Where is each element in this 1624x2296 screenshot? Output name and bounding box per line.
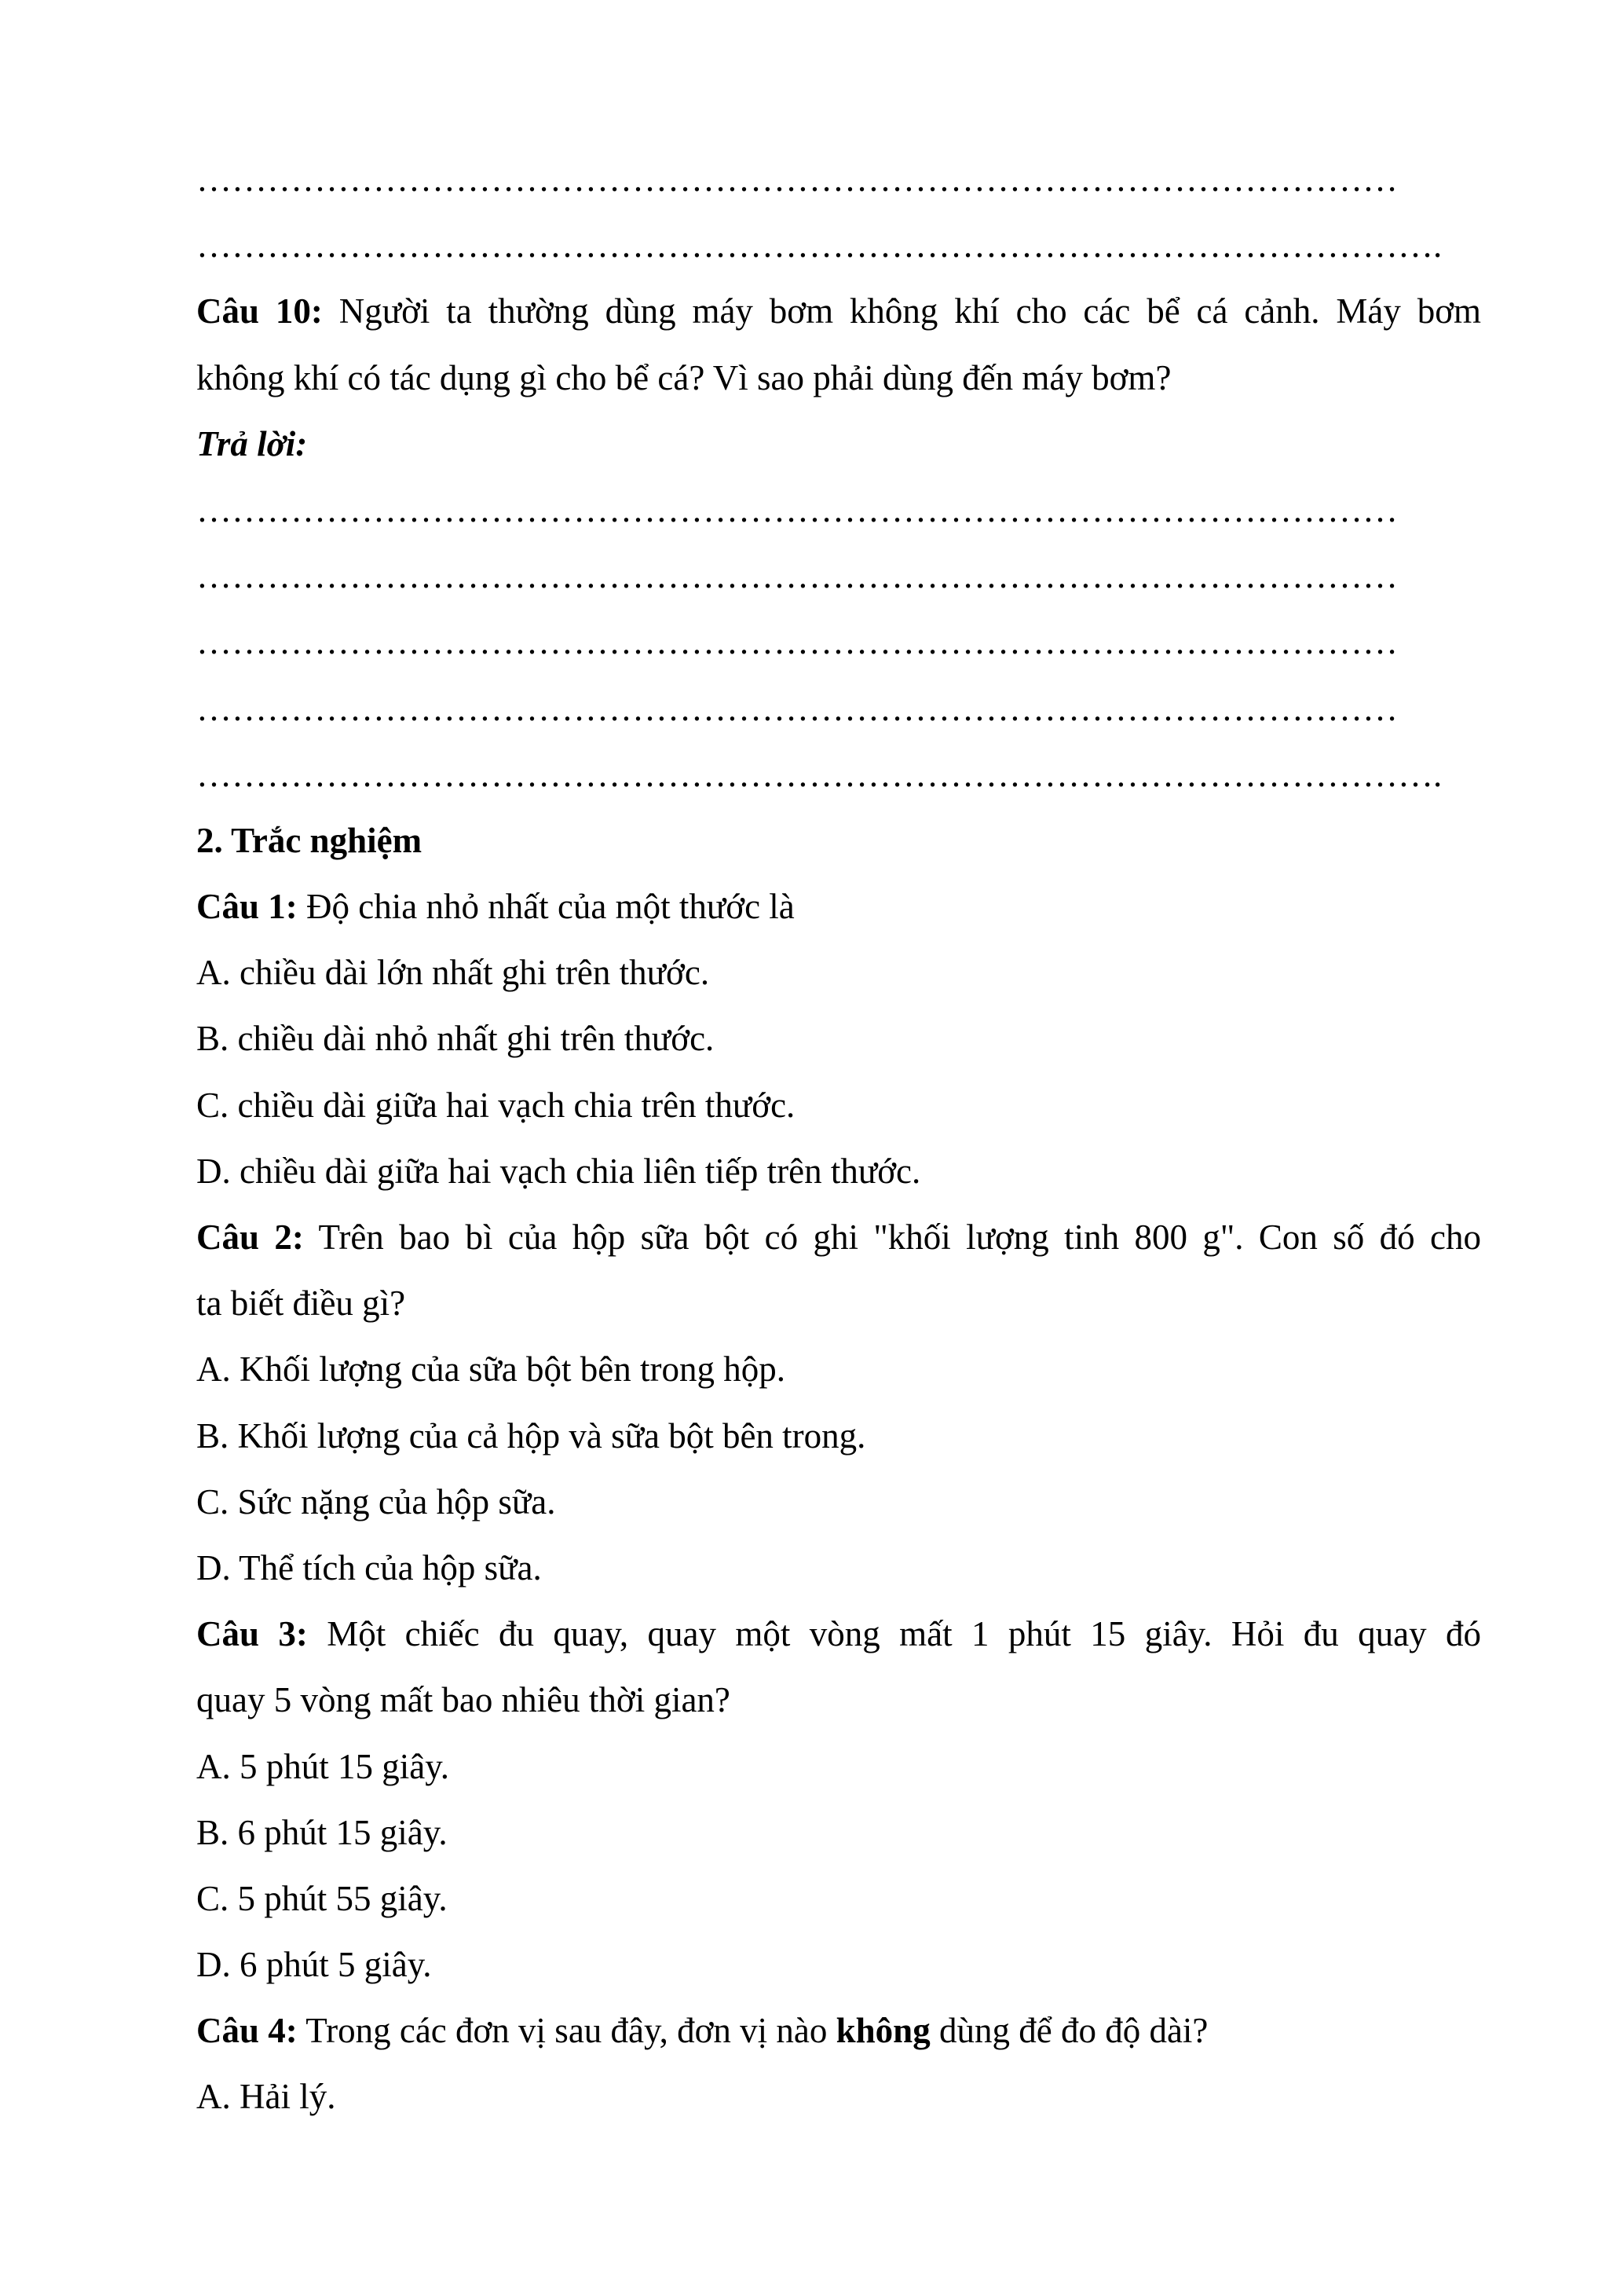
question-text: Độ chia nhỏ nhất của một thước là [297, 887, 795, 927]
option-a: A. chiều dài lớn nhất ghi trên thước. [196, 953, 710, 993]
section-title-text: 2. Trắc nghiệm [196, 820, 422, 860]
question-label: Câu 4: [196, 2011, 298, 2051]
option-c: C. Sức nặng của hộp sữa. [196, 1481, 556, 1522]
question-label: Câu 1: [196, 887, 298, 927]
question-text: Người ta thường dùng máy bơm không khí cho các bể cá cảnh. Máy bơm [322, 291, 1481, 331]
option-c: C. chiều dài giữa hai vạch chia trên thước. [196, 1085, 796, 1125]
answer-dots-line: ………………………………………………………………………………………… [196, 556, 1398, 596]
answer-dots-line: ………………………………………………………………………………………… [196, 159, 1398, 199]
option-b: B. 6 phút 15 giây. [196, 1812, 448, 1852]
question-1 [196, 873, 1481, 939]
question-label: Câu 2: [196, 1218, 304, 1257]
answer-dots-line: ……………………………………………………………………………………………. [196, 754, 1443, 794]
answer-label: Trả lời: [196, 423, 308, 463]
option-d: D. chiều dài giữa hai vạch chia liên tiếp trên thước. [196, 1151, 921, 1191]
option-d: D. Thể tích của hộp sữa. [196, 1547, 542, 1587]
answer-dots-line: ……………………………………………………………………………………………. [196, 225, 1443, 265]
question-10 [196, 278, 1481, 344]
question-2-cont: ta biết điều gì? [196, 1283, 406, 1324]
document-page [196, 146, 1481, 2130]
option-c: C. 5 phút 55 giây. [196, 1878, 448, 1918]
question-label: Câu 10: [196, 291, 323, 331]
answer-dots-line: ………………………………………………………………………………………… [196, 688, 1398, 728]
option-b: B. chiều dài nhỏ nhất ghi trên thước. [196, 1019, 715, 1059]
question-label: Câu 3: [196, 1614, 308, 1654]
question-2 [196, 1204, 1481, 1270]
question-text: Trên bao bì của hộp sữa bột có ghi "khối lượng tinh 800 g". Con số đó cho [303, 1218, 1481, 1257]
question-3 [196, 1601, 1481, 1667]
question-text: dùng để đo độ dài? [930, 2011, 1209, 2051]
option-a: A. 5 phút 15 giây. [196, 1746, 450, 1786]
answer-dots-line: ………………………………………………………………………………………… [196, 489, 1398, 529]
question-text: Một chiếc đu quay, quay một vòng mất 1 phút 15 giây. Hỏi đu quay đó [307, 1614, 1481, 1654]
option-a: A. Hải lý. [196, 2077, 336, 2117]
option-a: A. Khối lượng của sữa bột bên trong hộp. [196, 1349, 785, 1390]
option-b: B. Khối lượng của cả hộp và sữa bột bên trong. [196, 1415, 866, 1456]
answer-dots-line: ………………………………………………………………………………………… [196, 622, 1398, 662]
option-d: D. 6 phút 5 giây. [196, 1945, 432, 1985]
question-10-cont: không khí có tác dụng gì cho bể cá? Vì sao phải dùng đến máy bơm? [196, 357, 1172, 397]
question-emphasis: không [836, 2011, 931, 2051]
question-text: Trong các đơn vị sau đây, đơn vị nào [297, 2011, 836, 2051]
section-title [196, 807, 1481, 873]
question-4 [196, 1998, 1481, 2063]
question-3-cont: quay 5 vòng mất bao nhiêu thời gian? [196, 1680, 730, 1720]
